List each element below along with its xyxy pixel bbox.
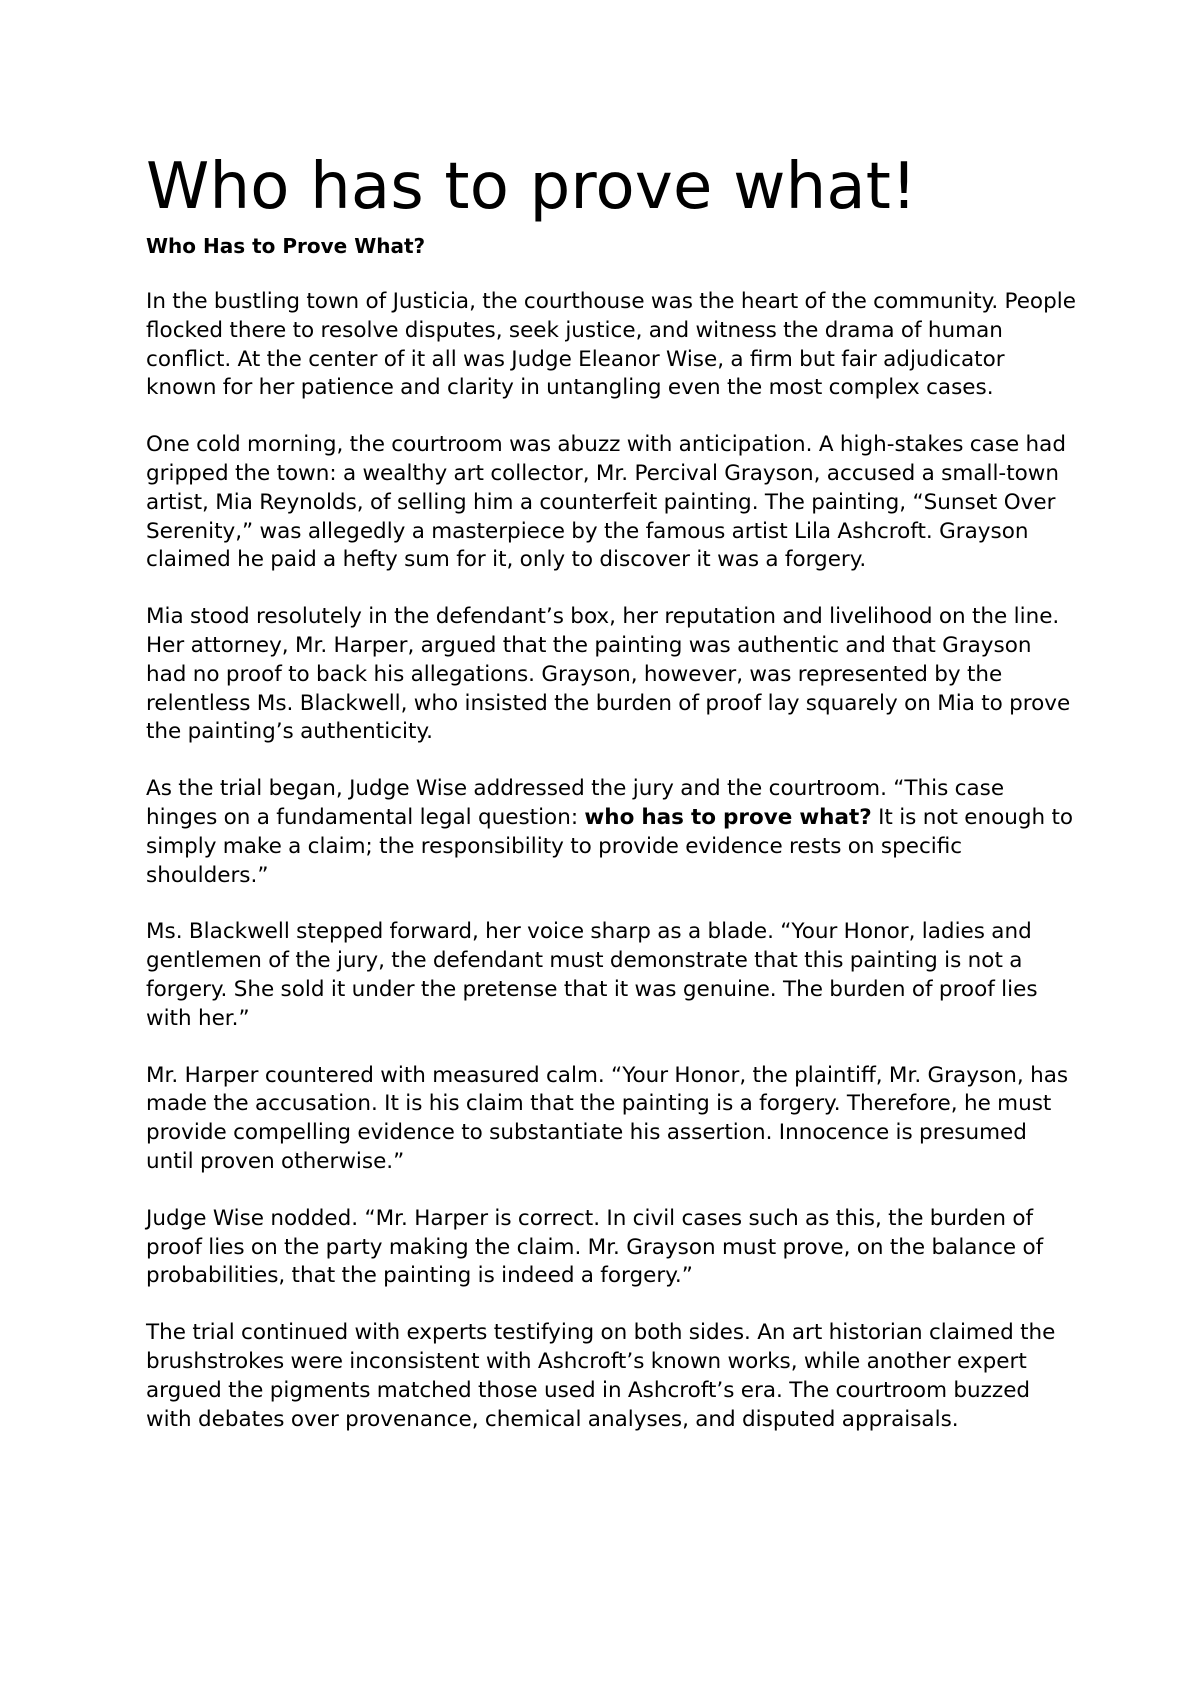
paragraph-4: [146, 775, 1076, 890]
paragraph-4-bold-question: who has to prove what?: [584, 804, 872, 830]
document-page: [146, 146, 1076, 1434]
paragraph-4-text-after: It is not enough to simply make a claim; the responsibility to provide evidence rests on specific shoulders.”: [146, 804, 1074, 888]
paragraph-2: One cold morning, the courtroom was abuzz with anticipation. A high-stakes case had gripped the town: a wealthy art collector, Mr. Percival Grayson, accused a small-town artist, Mia Reynolds, of selling him a counterfeit painting. The painting, “Sunset Over Serenity,” was allegedly a masterpiece by the famous artist Lila Ashcroft. Grayson claimed he paid a hefty sum for it, only to discover it was a forgery.: [146, 432, 1066, 573]
document-subtitle: Who Has to Prove What?: [146, 234, 426, 258]
paragraph-8: The trial continued with experts testifying on both sides. An art historian claimed the brushstrokes were inconsistent with Ashcroft’s known works, while another expert argued the pigments matched those used in Ashcroft’s era. The courtroom buzzed with debates over provenance, chemical analyses, and disputed appraisals.: [146, 1320, 1056, 1432]
paragraph-4-text-before: As the trial began, Judge Wise addressed the jury and the courtroom. “This case hinges on a fundamental legal question:: [146, 776, 1005, 830]
paragraph-5: Ms. Blackwell stepped forward, her voice sharp as a blade. “Your Honor, ladies and gentlemen of the jury, the defendant must demonstrate that this painting is not a forgery. She sold it under the pretense that it was genuine. The burden of proof lies with her.”: [146, 919, 1038, 1031]
paragraph-3: Mia stood resolutely in the defendant’s box, her reputation and livelihood on the line. Her attorney, Mr. Harper, argued that the painting was authentic and that Grayson had no proof to back his allegations. Grayson, however, was represented by the relentless Ms. Blackwell, who insisted the burden of proof lay squarely on Mia to prove the painting’s authenticity.: [146, 604, 1071, 745]
paragraph-1: In the bustling town of Justicia, the courthouse was the heart of the community. People flocked there to resolve disputes, seek justice, and witness the drama of human conflict. At the center of it all was Judge Eleanor Wise, a firm but fair adjudicator known for her patience and clarity in untangling even the most complex cases.: [146, 289, 1076, 401]
paragraph-7: Judge Wise nodded. “Mr. Harper is correct. In civil cases such as this, the burden of proof lies on the party making the claim. Mr. Grayson must prove, on the balance of probabilities, that the painting is indeed a forgery.”: [146, 1205, 1044, 1289]
paragraph-6: Mr. Harper countered with measured calm. “Your Honor, the plaintiff, Mr. Grayson, has made the accusation. It is his claim that the painting is a forgery. Therefore, he must provide compelling evidence to substantiate his assertion. Innocence is presumed until proven otherwise.”: [146, 1062, 1069, 1174]
document-title: Who has to prove what!: [146, 150, 917, 224]
